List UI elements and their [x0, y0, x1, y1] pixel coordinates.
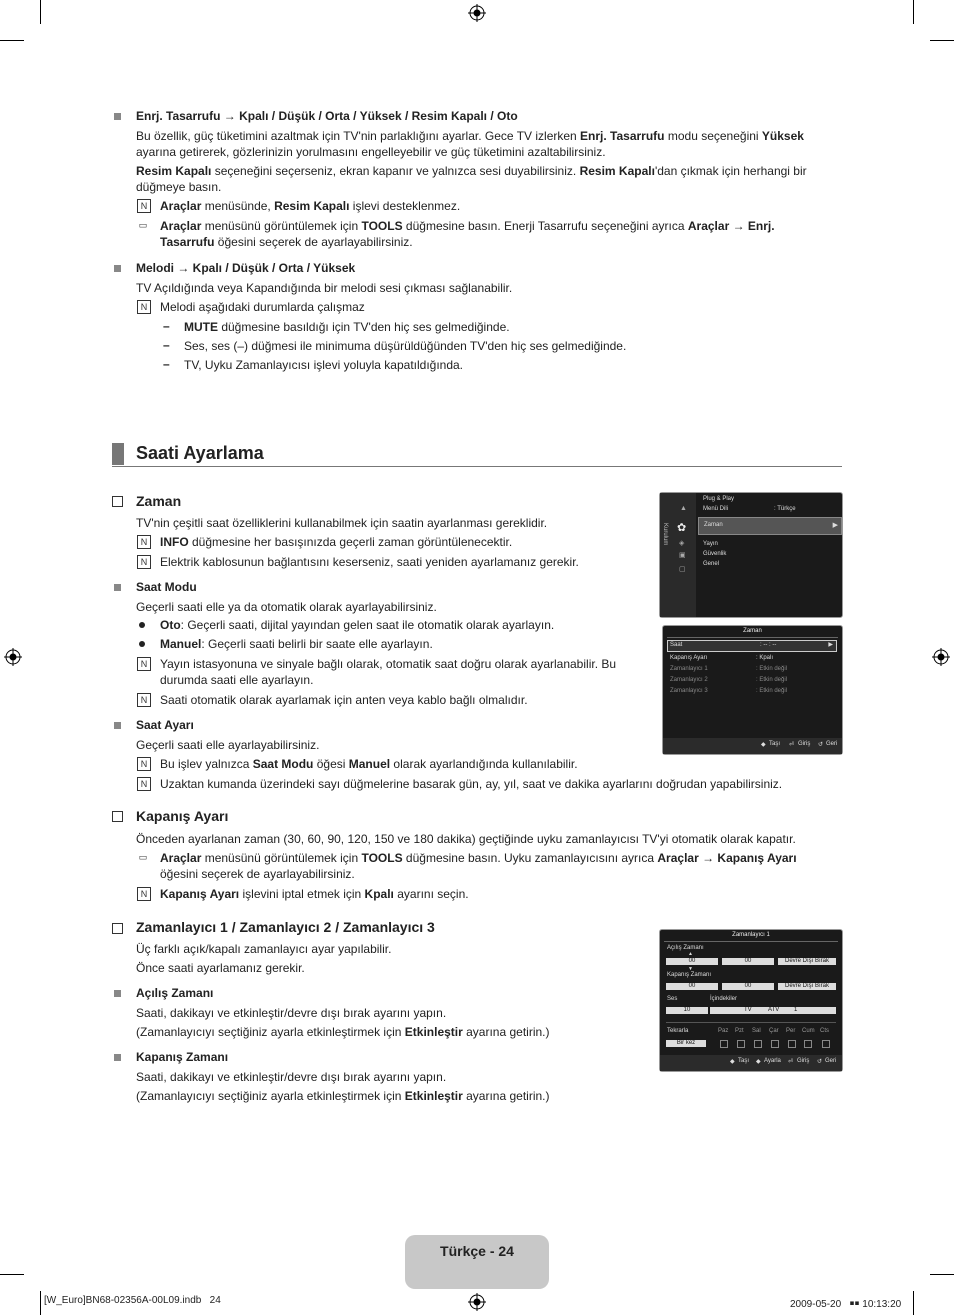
day-checkbox[interactable] — [771, 1040, 779, 1048]
footer-bar — [663, 738, 842, 754]
crop-mark — [930, 40, 954, 41]
off-time-paragraph: (Zamanlayıcıyı seçtiğiniz ayarla etkinleştirmek için Etkinleştir ayarına getirin.) — [136, 1089, 550, 1103]
note-icon: N — [137, 777, 151, 791]
title-rule — [667, 637, 838, 638]
day-label: Per — [786, 1028, 796, 1034]
hour-field[interactable] — [666, 958, 718, 965]
setup-menu-screen — [659, 492, 843, 618]
off-time-label: Kapanış Zamanı — [667, 972, 712, 978]
energy-paragraph: Resim Kapalı seçeneğini seçerseniz, ekran kapanır ve yalnızca sesi duyabilirsiniz. Resim Kapalı'dan çıkmak için herhangi bir — [136, 164, 807, 178]
day-checkbox[interactable] — [720, 1040, 728, 1048]
enter-icon: ⏎ — [788, 1059, 794, 1065]
clock-set-paragraph: Geçerli saati elle ayarlayabilirsiniz. — [136, 738, 320, 752]
zaman-title: Zaman — [136, 493, 182, 509]
side-label: Kurulum — [662, 523, 668, 546]
note-icon: N — [137, 300, 151, 314]
hour-field[interactable] — [666, 983, 718, 990]
menu-item-label: Zaman — [704, 522, 723, 528]
clock-set-note: Bu işlev yalnızca Saat Modu öğesi Manuel olarak ayarlandığında kullanılabilir. — [160, 757, 578, 771]
section-rule — [112, 466, 842, 467]
field-value: ATV — [768, 1007, 780, 1013]
enter-icon: ⏎ — [789, 742, 795, 748]
day-checkbox[interactable] — [754, 1040, 762, 1048]
footer-label: Giriş — [797, 1058, 810, 1064]
return-icon: ↺ — [818, 742, 824, 748]
volume-label: Ses — [667, 996, 678, 1002]
row-value: : Kpalı — [756, 655, 774, 661]
minute-field[interactable] — [722, 958, 774, 965]
minute-field[interactable] — [722, 983, 774, 990]
day-checkbox[interactable] — [737, 1040, 745, 1048]
footer-label: Giriş — [798, 741, 811, 747]
square-bullet-icon — [114, 722, 121, 729]
square-bullet-icon — [114, 990, 121, 997]
day-label: Pzt — [735, 1028, 744, 1034]
clock-mode-title: Saat Modu — [136, 580, 197, 594]
repeat-field[interactable] — [666, 1040, 706, 1047]
arrow-right-icon: ▶ — [832, 522, 838, 529]
down-arrow-icon: ▼ — [688, 966, 693, 972]
move-icon: ◆ — [730, 1059, 735, 1065]
return-icon: ↺ — [817, 1059, 823, 1065]
day-checkbox[interactable] — [822, 1040, 830, 1048]
row-selected[interactable] — [667, 640, 837, 652]
menu-icon: ▢ — [679, 566, 686, 573]
clock-mode-note: durumda saati elle ayarlayın. — [160, 673, 314, 687]
zaman-paragraph: TV'nin çeşitli saat özelliklerini kullanabilmek için saatin ayarlanması gereklidir. — [136, 516, 548, 530]
footer-label: Geri — [825, 1058, 837, 1064]
footer-label: Taşı — [769, 741, 781, 747]
day-label: Cts — [820, 1028, 829, 1034]
field-value: 00 — [688, 983, 696, 989]
square-bullet-icon — [114, 265, 121, 272]
menu-item[interactable]: Menü Dili — [703, 506, 729, 512]
registration-mark-icon — [932, 648, 950, 666]
note-icon: N — [137, 657, 151, 671]
field-value: Bir kez — [676, 1040, 696, 1046]
energy-title: Enrj. Tasarrufu → Kpalı / Düşük / Orta / Yüksek / Resim Kapalı / Oto — [136, 109, 518, 123]
screen-title: Zamanlayıcı 1 — [732, 932, 770, 938]
row-value: : Etkin değil — [756, 677, 788, 683]
clock-mode-paragraph: Geçerli saati elle ya da otomatik olarak ayarlayabilirsiniz. — [136, 600, 437, 614]
crop-mark — [913, 0, 914, 24]
arrow-right-icon: ▶ — [828, 642, 833, 648]
row-label[interactable]: Zamanlayıcı 3 — [670, 688, 708, 694]
crop-mark — [0, 1274, 24, 1275]
menu-item[interactable]: Genel — [703, 561, 720, 567]
registration-mark-icon — [4, 648, 22, 666]
timer-screen — [659, 929, 843, 1072]
print-date-info: 2009-05-20 ￭￭ 10:13:20 — [790, 1299, 902, 1310]
menu-icon: ◈ — [679, 540, 685, 547]
off-time-paragraph: Saati, dakikayı ve etkinleştir/devre dışı bırak ayarını yapın. — [136, 1070, 447, 1084]
melody-paragraph: TV Açıldığında veya Kapandığında bir melodi sesi çıkması sağlanabilir. — [136, 281, 513, 295]
footer-bar — [660, 1055, 842, 1071]
dot-bullet-icon — [139, 622, 145, 628]
menu-value: : Türkçe — [774, 506, 796, 512]
energy-note: Tasarrufu öğesini seçerek de ayarlayabilirsiniz. — [160, 235, 413, 249]
info-icon: N — [137, 535, 151, 549]
volume-field[interactable] — [666, 1007, 708, 1014]
zaman-note: Elektrik kablosunun bağlantısını keserseniz, saati yeniden ayarlamanız gerekir. — [160, 555, 579, 569]
sleep-timer-paragraph: Önceden ayarlanan zaman (30, 60, 90, 120, 150 ve 180 dakika) geçtiğinde uyku zamanlayıcısı TV'yi otomatik olarak kapatır. — [136, 832, 796, 846]
melody-title: Melodi → Kpalı / Düşük / Orta / Yüksek — [136, 261, 356, 275]
on-time-title: Açılış Zamanı — [136, 986, 214, 1000]
sleep-timer-note: Kapanış Ayarı işlevini iptal etmek için Kpalı ayarını seçin. — [160, 887, 469, 901]
menu-item[interactable]: Güvenlik — [703, 551, 727, 557]
activate-field[interactable] — [778, 983, 836, 990]
side-bar — [660, 493, 696, 617]
crop-mark — [930, 1274, 954, 1275]
field-value: 00 — [688, 958, 696, 964]
footer-label: Geri — [826, 741, 838, 747]
energy-paragraph: Bu özellik, güç tüketimini azaltmak için TV'nin parlaklığını ayarlar. Gece TV izlerken Enrj. Tasarrufu modu seçeneğini Yüksek — [136, 129, 804, 143]
clock-mode-option: Oto: Geçerli saati, dijital yayından gelen saat ile otomatik olarak ayarlayın. — [160, 618, 555, 632]
clock-set-title: Saat Ayarı — [136, 718, 194, 732]
field-value: Devre Dışı Bırak — [784, 958, 829, 964]
row-label[interactable]: Zamanlayıcı 1 — [670, 666, 708, 672]
row-value: : -- : -- — [760, 642, 777, 648]
menu-item[interactable]: Yayın — [703, 541, 718, 547]
energy-paragraph: ayarına getirerek, gözlerinizin yorulmasını engelleyebilir ve güç tüketimini azaltabilirsiniz. — [136, 145, 606, 159]
note-icon: N — [137, 887, 151, 901]
off-time-title: Kapanış Zamanı — [136, 1050, 229, 1064]
timers-paragraph: Önce saati ayarlamanız gerekir. — [136, 961, 305, 975]
field-value: 1 — [794, 1007, 798, 1013]
menu-item-selected[interactable] — [698, 517, 842, 535]
crop-mark — [40, 1291, 41, 1315]
activate-field[interactable] — [778, 958, 836, 965]
square-bullet-icon — [114, 1054, 121, 1061]
melody-item: Ses, ses (–) düğmesi ile minimuma düşürüldüğünden TV'den hiç ses gelmediğinde. — [184, 339, 627, 353]
up-arrow-icon: ▲ — [688, 951, 693, 957]
note-icon: N — [137, 757, 151, 771]
adjust-icon: ◆ — [756, 1059, 761, 1065]
repeat-label: Tekrarla — [667, 1028, 689, 1034]
divider — [666, 1022, 836, 1023]
menu-item[interactable]: Plug & Play — [703, 496, 735, 502]
checkbox-bullet-icon — [112, 496, 123, 507]
day-checkbox[interactable] — [788, 1040, 796, 1048]
field-value: TV — [744, 1007, 752, 1013]
dash-bullet: – — [163, 338, 170, 352]
source-field[interactable] — [710, 1007, 836, 1014]
row-value: : Etkin değil — [756, 688, 788, 694]
field-value: 00 — [744, 958, 752, 964]
day-label: Cum — [802, 1028, 815, 1034]
tools-icon: ▭ — [138, 852, 148, 862]
row-label[interactable]: Kapanış Ayarı — [670, 655, 708, 661]
tools-icon: ▭ — [138, 220, 148, 230]
print-file-info: [W_Euro]BN68-02356A-00L09.indb 24 — [44, 1295, 221, 1306]
energy-paragraph: düğmeye basın. — [136, 180, 222, 194]
section-bar — [112, 443, 124, 465]
zaman-note: INFO düğmesine her basışınızda geçerli zaman görüntülenecektir. — [160, 535, 513, 549]
clock-mode-note: Saati otomatik olarak ayarlamak için anten veya kablo bağlı olmalıdır. — [160, 693, 528, 707]
note-icon: N — [137, 555, 151, 569]
square-bullet-icon — [114, 584, 121, 591]
checkbox-bullet-icon — [112, 811, 123, 822]
title-rule — [664, 941, 838, 942]
dash-bullet: – — [163, 357, 170, 371]
clock-mode-note: Yayın istasyonuna ve sinyale bağlı olarak, otomatik saat doğru olarak ayarlanabilir. Bu — [160, 657, 617, 671]
on-time-paragraph: (Zamanlayıcıyı seçtiğiniz ayarla etkinleştirmek için Etkinleştir ayarına getirin.) — [136, 1025, 550, 1039]
registration-mark-icon — [468, 4, 486, 22]
square-bullet-icon — [114, 113, 121, 120]
dash-bullet: – — [163, 319, 170, 333]
dot-bullet-icon — [139, 641, 145, 647]
menu-icon: ▲ — [680, 505, 687, 512]
checkbox-bullet-icon — [112, 923, 123, 934]
note-icon: N — [137, 693, 151, 707]
footer-label: Taşı — [738, 1058, 750, 1064]
day-checkbox[interactable] — [804, 1040, 812, 1048]
sleep-timer-title: Kapanış Ayarı — [136, 808, 229, 824]
on-time-paragraph: Saati, dakikayı ve etkinleştir/devre dışı bırak ayarını yapın. — [136, 1006, 447, 1020]
registration-mark-icon — [468, 1293, 486, 1311]
sleep-timer-note: Araçlar menüsünü görüntülemek için TOOLS düğmesine basın. Uyku zamanlayıcısını ayrıca Araçlar → Kapanış Ayarı — [160, 851, 797, 865]
row-label[interactable]: Zamanlayıcı 2 — [670, 677, 708, 683]
page-number: Türkçe - 24 — [440, 1243, 514, 1259]
field-value: 10 — [683, 1007, 691, 1013]
crop-mark — [0, 40, 24, 41]
field-value: 00 — [744, 983, 752, 989]
melody-item: MUTE düğmesine basıldığı için TV'den hiç ses gelmediğinde. — [184, 320, 510, 334]
day-label: Sal — [752, 1028, 761, 1034]
time-menu-screen — [662, 625, 843, 755]
day-label: Paz — [718, 1028, 729, 1034]
melody-note: Melodi aşağıdaki durumlarda çalışmaz — [160, 300, 365, 314]
energy-note: Araçlar menüsünü görüntülemek için TOOLS düğmesine basın. Enerji Tasarrufu seçeneğini ayrıca Araçlar → Enrj. — [160, 219, 775, 233]
row-value: : Etkin değil — [756, 666, 788, 672]
timers-title: Zamanlayıcı 1 / Zamanlayıcı 2 / Zamanlayıcı 3 — [136, 919, 435, 935]
crop-mark — [913, 1291, 914, 1315]
footer-label: Ayarla — [764, 1058, 781, 1064]
crop-mark — [40, 0, 41, 24]
energy-note: Araçlar menüsünde, Resim Kapalı işlevi desteklenmez. — [160, 199, 461, 213]
row-label: Saat — [670, 642, 683, 648]
content-label: İçindekiler — [710, 996, 738, 1002]
clock-set-note: Uzaktan kumanda üzerindeki sayı düğmelerine basarak gün, ay, yıl, saat ve dakika ayarlarını doğrudan yapabilirsiniz. — [160, 777, 783, 791]
move-icon: ◆ — [761, 742, 766, 748]
page-number-tab — [405, 1235, 549, 1289]
no-support-icon: N — [137, 199, 151, 213]
timers-paragraph: Üç farklı açık/kapalı zamanlayıcı ayar yapılabilir. — [136, 942, 392, 956]
gear-icon: ✿ — [677, 522, 687, 534]
field-value: Devre Dışı Bırak — [784, 983, 829, 989]
on-time-label: Açılış Zamanı — [667, 945, 704, 951]
menu-icon: ▣ — [679, 552, 686, 559]
section-title: Saati Ayarlama — [136, 443, 264, 463]
screen-title: Zaman — [743, 628, 762, 634]
sleep-timer-note: öğesini seçerek de ayarlayabilirsiniz. — [160, 867, 355, 881]
day-label: Çar — [769, 1028, 779, 1034]
clock-mode-option: Manuel: Geçerli saati belirli bir saate elle ayarlayın. — [160, 637, 433, 651]
melody-item: TV, Uyku Zamanlayıcısı işlevi yoluyla kapatıldığında. — [184, 358, 464, 372]
